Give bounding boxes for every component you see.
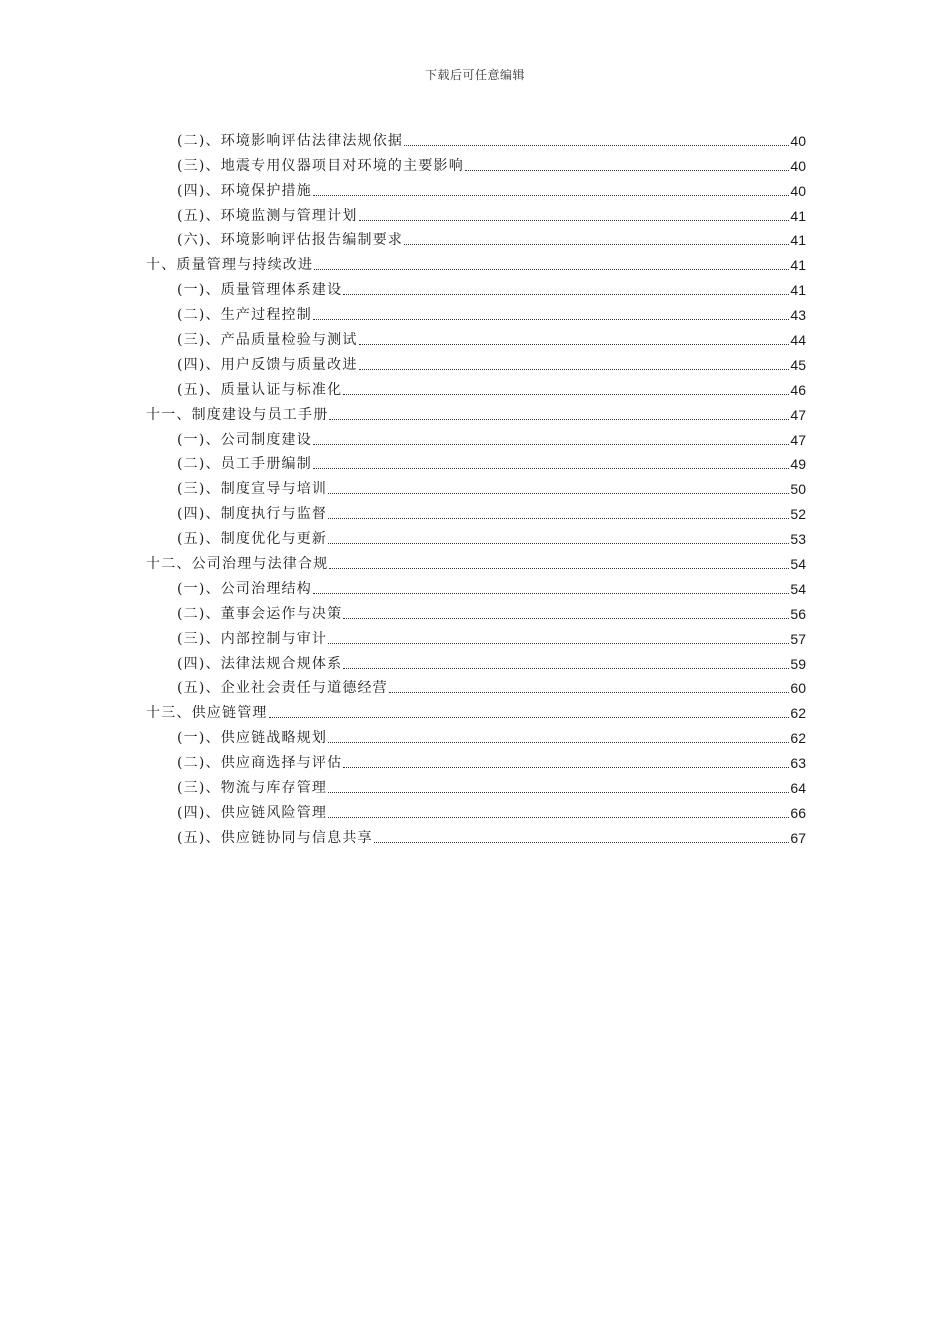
toc-dot-leader xyxy=(465,169,789,171)
toc-section-entry[interactable] xyxy=(146,773,806,798)
toc-section-entry[interactable] xyxy=(146,151,806,176)
toc-entry-title: (四)、用户反馈与质量改进 xyxy=(177,356,358,373)
toc-dot-leader xyxy=(343,293,789,295)
toc-chapter-entry[interactable] xyxy=(146,698,806,723)
toc-page-number: 57 xyxy=(790,630,806,647)
toc-dot-leader xyxy=(313,443,789,445)
toc-dot-leader xyxy=(328,791,789,793)
toc-entry-title: (一)、公司制度建设 xyxy=(177,431,312,448)
toc-page-number: 67 xyxy=(790,829,806,846)
toc-entry-title: (五)、企业社会责任与道德经营 xyxy=(177,680,388,697)
toc-page-number: 41 xyxy=(790,207,806,224)
toc-entry-title: (一)、公司治理结构 xyxy=(177,580,312,597)
toc-section-entry[interactable] xyxy=(146,226,806,251)
toc-entry-title: (四)、环境保护措施 xyxy=(177,182,312,199)
toc-chapter-entry[interactable] xyxy=(146,549,806,574)
toc-entry-title: 十二、公司治理与法律合规 xyxy=(146,556,329,573)
toc-section-entry[interactable] xyxy=(146,300,806,325)
toc-dot-leader xyxy=(343,667,789,669)
toc-page-number: 66 xyxy=(790,804,806,821)
toc-page-number: 52 xyxy=(790,506,806,523)
toc-section-entry[interactable] xyxy=(146,275,806,300)
toc-page-number: 62 xyxy=(790,730,806,747)
toc-dot-leader xyxy=(328,517,789,519)
toc-entry-title: 十三、供应链管理 xyxy=(146,705,268,722)
toc-page-number: 47 xyxy=(790,431,806,448)
toc-entry-title: (五)、环境监测与管理计划 xyxy=(177,207,358,224)
toc-page-number: 54 xyxy=(790,580,806,597)
toc-dot-leader xyxy=(328,741,789,743)
toc-dot-leader xyxy=(359,368,790,370)
toc-section-entry[interactable] xyxy=(146,798,806,823)
toc-entry-title: (三)、制度宣导与培训 xyxy=(177,481,328,498)
toc-section-entry[interactable] xyxy=(146,350,806,375)
toc-entry-title: (五)、质量认证与标准化 xyxy=(177,381,343,398)
toc-entry-title: (三)、地震专用仪器项目对环境的主要影响 xyxy=(177,157,464,174)
page-header: 下载后可任意编辑 xyxy=(424,68,525,82)
toc-dot-leader xyxy=(328,816,789,818)
toc-page-number: 60 xyxy=(790,680,806,697)
toc-entry-title: (三)、内部控制与审计 xyxy=(177,630,328,647)
toc-entry-title: (四)、制度执行与监督 xyxy=(177,506,328,523)
toc-dot-leader xyxy=(389,691,789,693)
toc-dot-leader xyxy=(343,617,789,619)
toc-dot-leader xyxy=(343,766,789,768)
toc-section-entry[interactable] xyxy=(146,748,806,773)
toc-entry-title: (二)、环境影响评估法律法规依据 xyxy=(177,132,404,149)
toc-dot-leader xyxy=(313,194,789,196)
toc-dot-leader xyxy=(329,567,789,569)
toc-page-number: 54 xyxy=(790,556,806,573)
toc-page-number: 47 xyxy=(790,406,806,423)
toc-section-entry[interactable] xyxy=(146,425,806,450)
toc-entry-title: (五)、供应链协同与信息共享 xyxy=(177,829,373,846)
toc-section-entry[interactable] xyxy=(146,524,806,549)
toc-page-number: 59 xyxy=(790,655,806,672)
toc-entry-title: (五)、制度优化与更新 xyxy=(177,531,328,548)
toc-entry-title: (二)、董事会运作与决策 xyxy=(177,605,343,622)
toc-page-number: 43 xyxy=(790,307,806,324)
toc-dot-leader xyxy=(374,841,790,843)
toc-entry-title: (六)、环境影响评估报告编制要求 xyxy=(177,232,404,249)
toc-section-entry[interactable] xyxy=(146,823,806,848)
toc-section-entry[interactable] xyxy=(146,201,806,226)
toc-dot-leader xyxy=(328,492,789,494)
toc-page-number: 50 xyxy=(790,481,806,498)
toc-page-number: 40 xyxy=(790,132,806,149)
toc-page-number: 56 xyxy=(790,605,806,622)
toc-section-entry[interactable] xyxy=(146,474,806,499)
toc-dot-leader xyxy=(314,268,789,270)
toc-section-entry[interactable] xyxy=(146,499,806,524)
toc-section-entry[interactable] xyxy=(146,723,806,748)
toc-page-number: 64 xyxy=(790,780,806,797)
toc-entry-title: (三)、物流与库存管理 xyxy=(177,780,328,797)
toc-page-number: 41 xyxy=(790,232,806,249)
toc-dot-leader xyxy=(404,243,789,245)
toc-section-entry[interactable] xyxy=(146,126,806,151)
toc-dot-leader xyxy=(269,716,790,718)
toc-dot-leader xyxy=(328,542,789,544)
toc-dot-leader xyxy=(328,642,789,644)
toc-page-number: 63 xyxy=(790,755,806,772)
toc-page-number: 46 xyxy=(790,381,806,398)
toc-dot-leader xyxy=(343,393,789,395)
toc-entry-title: (四)、供应链风险管理 xyxy=(177,804,328,821)
toc-section-entry[interactable] xyxy=(146,649,806,674)
toc-entry-title: 十、质量管理与持续改进 xyxy=(146,257,314,274)
toc-dot-leader xyxy=(313,592,789,594)
toc-section-entry[interactable] xyxy=(146,599,806,624)
toc-dot-leader xyxy=(359,343,790,345)
toc-entry-title: (一)、质量管理体系建设 xyxy=(177,282,343,299)
toc-dot-leader xyxy=(329,418,789,420)
toc-page-number: 44 xyxy=(790,332,806,349)
toc-section-entry[interactable] xyxy=(146,674,806,699)
toc-entry-title: (三)、产品质量检验与测试 xyxy=(177,332,358,349)
toc-page-number: 41 xyxy=(790,257,806,274)
toc-section-entry[interactable] xyxy=(146,375,806,400)
toc-dot-leader xyxy=(359,219,790,221)
toc-dot-leader xyxy=(313,318,789,320)
toc-entry-title: 十一、制度建设与员工手册 xyxy=(146,406,329,423)
toc-page-number: 45 xyxy=(790,356,806,373)
toc-page-number: 49 xyxy=(790,456,806,473)
toc-entry-title: (二)、员工手册编制 xyxy=(177,456,312,473)
toc-section-entry[interactable] xyxy=(146,176,806,201)
toc-section-entry[interactable] xyxy=(146,624,806,649)
toc-entry-title: (二)、生产过程控制 xyxy=(177,307,312,324)
toc-section-entry[interactable] xyxy=(146,450,806,475)
toc-entry-title: (一)、供应链战略规划 xyxy=(177,730,328,747)
toc-dot-leader xyxy=(313,467,789,469)
toc-page-number: 62 xyxy=(790,705,806,722)
toc-dot-leader xyxy=(404,144,789,146)
toc-chapter-entry[interactable] xyxy=(146,400,806,425)
toc-page-number: 53 xyxy=(790,531,806,548)
toc-page-number: 41 xyxy=(790,282,806,299)
toc-page-number: 40 xyxy=(790,157,806,174)
toc-section-entry[interactable] xyxy=(146,325,806,350)
toc-section-entry[interactable] xyxy=(146,574,806,599)
table-of-contents xyxy=(146,126,806,848)
toc-chapter-entry[interactable] xyxy=(146,250,806,275)
toc-entry-title: (二)、供应商选择与评估 xyxy=(177,755,343,772)
toc-entry-title: (四)、法律法规合规体系 xyxy=(177,655,343,672)
toc-page-number: 40 xyxy=(790,182,806,199)
